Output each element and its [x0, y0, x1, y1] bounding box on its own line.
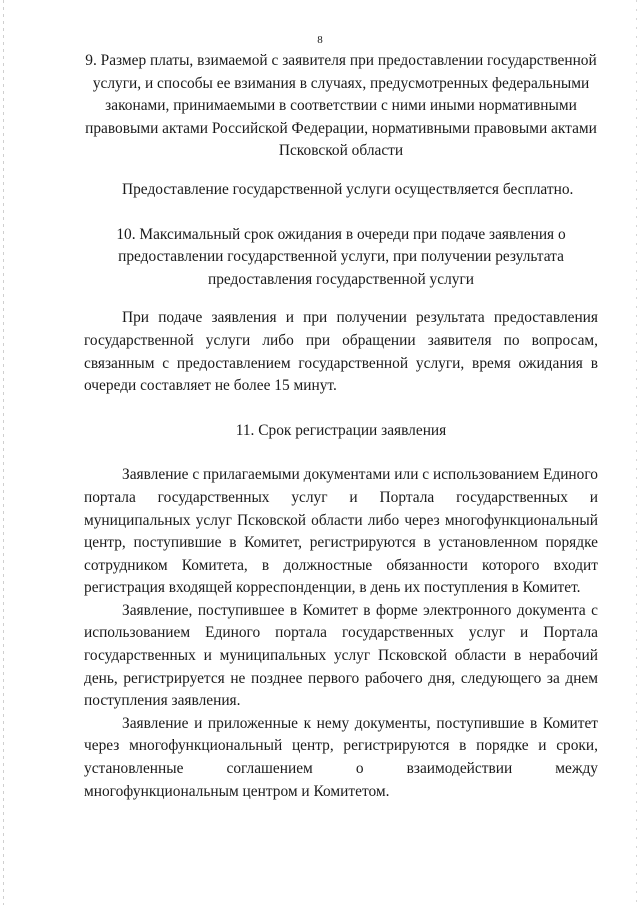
document-body — [84, 50, 598, 803]
section-11-paragraph-1: Заявление с прилагаемыми документами или с использованием Единого портала государственных услуг и Портала государственных и муниципальных услуг Псковской области либо через многофункциональный центр, поступившие в Комитет, регистрируются в установленном порядке сотрудником Комитета, в должностные обязанности которого входит регистрация входящей корреспонденции, в день их поступления в Комитет. — [84, 466, 598, 597]
page-number: 8 — [317, 34, 323, 46]
scan-edge-right — [636, 0, 637, 905]
section-10-paragraph: При подаче заявления и при получении результата предоставления государственной услуги либо при обращении заявителя по вопросам, связанным с предоставлением государственной услуги, время ожидания в очереди составляет не более 15 минут. — [84, 309, 598, 395]
section-9-heading: 9. Размер платы, взимаемой с заявителя при предоставлении государственной услуги, и способы ее взимания в случаях, предусмотренных федеральными законами, принимаемыми в соответствии с ними иными нормативными правовыми актами Российской Федерации, нормативными правовыми актами Псковской области — [85, 52, 597, 160]
section-11-paragraph-3: Заявление и приложенные к нему документы, поступившие в Комитет через многофункциональный центр, регистрируются в порядке и сроки, установленные соглашением о взаимодействии между многофункциональным центром и Комитетом. — [84, 714, 598, 800]
section-11-paragraph-2: Заявление, поступившее в Комитет в форме электронного документа с использованием Единого портала государственных услуг и Портала государственных и муниципальных услуг Псковской области в нерабочий день, регистрируется не позднее первого рабочего дня, следующего за днем поступления заявления. — [84, 601, 598, 710]
section-10-heading: 10. Максимальный срок ожидания в очереди при подаче заявления о предоставлении государственной услуги, при получении результата предоставления государственной услуги — [116, 225, 566, 288]
scan-edge-left — [3, 0, 4, 905]
section-9-paragraph: Предоставление государственной услуги осуществляется бесплатно. — [122, 180, 574, 198]
section-11-heading: 11. Срок регистрации заявления — [235, 421, 447, 439]
